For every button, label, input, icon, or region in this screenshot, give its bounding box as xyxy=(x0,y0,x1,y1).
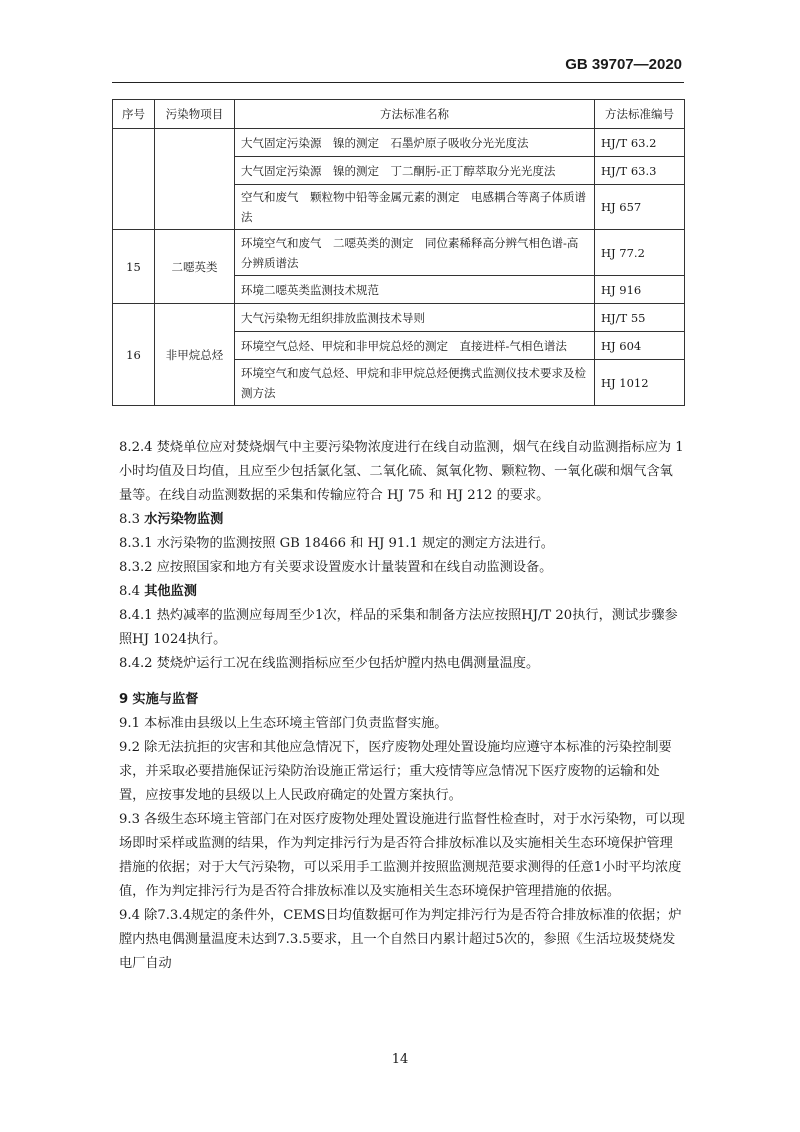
clause-8-3-2: 8.3.2 应按照国家和地方有关要求设置废水计量装置和在线自动监测设备。 xyxy=(119,560,553,575)
method-name-cell: 环境空气总烃、甲烷和非甲烷总烃的测定 直接进样-气相色谱法 xyxy=(235,332,595,360)
column-header: 方法标准名称 xyxy=(235,100,595,129)
method-code-cell: HJ 1012 xyxy=(595,360,685,406)
method-name-cell: 环境空气和废气总烃、甲烷和非甲烷总烃便携式监测仪技术要求及检测方法 xyxy=(235,360,595,406)
clause-9-2: 9.2 除无法抗拒的灾害和其他应急情况下，医疗废物处理处置设施均应遵守本标准的污染控制要求，并采取必要措施保证污染防治设施正常运行；重大疫情等应急情况下医疗废物的运输和处置，应按事发地的县级以上人民政府确定的处置方案执行。 xyxy=(119,740,672,803)
column-header: 方法标准编号 xyxy=(595,100,685,129)
method-code-cell: HJ 916 xyxy=(595,276,685,304)
method-name-cell: 大气污染物无组织排放监测技术导则 xyxy=(235,304,595,332)
page-number: 14 xyxy=(391,1052,409,1067)
method-code-cell: HJ/T 55 xyxy=(595,304,685,332)
column-header: 污染物项目 xyxy=(155,100,235,129)
pollutant-cell: 非甲烷总烃 xyxy=(155,304,235,406)
method-code-cell: HJ/T 63.3 xyxy=(595,157,685,185)
clause-8-3-1: 8.3.1 水污染物的监测按照 GB 18466 和 HJ 91.1 规定的测定方法进行。 xyxy=(119,536,554,551)
method-code-cell: HJ/T 63.2 xyxy=(595,129,685,157)
table-row xyxy=(113,230,685,276)
method-name-cell: 空气和废气 颗粒物中铅等金属元素的测定 电感耦合等离子体质谱法 xyxy=(235,185,595,230)
standard-code-header: GB 39707—2020 xyxy=(565,56,682,73)
pollutant-cell: 二噁英类 xyxy=(155,230,235,304)
section-number: 8.4 xyxy=(119,584,140,599)
section-title: 水污染物监测 xyxy=(144,512,224,527)
clause-8-2-4: 8.2.4 焚烧单位应对焚烧烟气中主要污染物浓度进行在线自动监测，烟气在线自动监测指标应为 1小时均值及日均值，且应至少包括氯化氢、二氧化硫、氮氧化物、颗粒物、一氧化碳和烟气含氧量等。在线自动监测数据的采集和传输应符合 HJ 75 和 HJ 212 的要求。 xyxy=(119,440,684,503)
method-name-cell: 环境空气和废气 二噁英类的测定 同位素稀释高分辨气相色谱-高分辨质谱法 xyxy=(235,230,595,276)
section-number: 8.3 xyxy=(119,512,140,527)
chapter-number: 9 xyxy=(119,692,129,707)
method-name-cell: 环境二噁英类监测技术规范 xyxy=(235,276,595,304)
clause-8-4-1: 8.4.1 热灼减率的监测应每周至少1次，样品的采集和制备方法应按照HJ/T 20执行，测试步骤参照HJ 1024执行。 xyxy=(119,608,678,647)
method-code-cell: HJ 657 xyxy=(595,185,685,230)
section-heading-8-3 xyxy=(119,508,685,532)
column-header: 序号 xyxy=(113,100,155,129)
table-row xyxy=(113,129,685,157)
method-name-cell: 大气固定污染源 镍的测定 丁二酮肟-正丁醇萃取分光光度法 xyxy=(235,157,595,185)
section-title: 其他监测 xyxy=(144,584,197,599)
row-number-cell: 16 xyxy=(113,304,155,406)
pollutant-cell xyxy=(155,129,235,230)
clause-9-3: 9.3 各级生态环境主管部门在对医疗废物处理处置设施进行监督性检查时，对于水污染物，可以现场即时采样或监测的结果，作为判定排污行为是否符合排放标准以及实施相关生态环境保护管理措施的依据；对于大气污染物，可以采用手工监测并按照监测规范要求测得的任意1小时平均浓度值，作为判定排污行为是否符合排放标准以及实施相关生态环境保护管理措施的依据。 xyxy=(119,812,685,899)
method-code-cell: HJ 77.2 xyxy=(595,230,685,276)
method-standards-table xyxy=(112,99,685,406)
section-heading-8-4 xyxy=(119,580,685,604)
chapter-title: 实施与监督 xyxy=(132,692,199,707)
header-rule xyxy=(112,82,684,83)
clause-9-4: 9.4 除7.3.4规定的条件外，CEMS日均值数据可作为判定排污行为是否符合排放标准的依据；炉膛内热电偶测量温度未达到7.3.5要求，且一个自然日内累计超过5次的，参照《生活垃圾焚烧发电厂自动 xyxy=(119,908,682,971)
clause-8-4-2: 8.4.2 焚烧炉运行工况在线监测指标应至少包括炉膛内热电偶测量温度。 xyxy=(119,656,540,671)
method-code-cell: HJ 604 xyxy=(595,332,685,360)
method-name-cell: 大气固定污染源 镍的测定 石墨炉原子吸收分光光度法 xyxy=(235,129,595,157)
table-row xyxy=(113,304,685,332)
chapter-heading-9 xyxy=(119,688,685,712)
document-body xyxy=(119,436,685,976)
row-number-cell xyxy=(113,129,155,230)
table-header-row xyxy=(113,100,685,129)
clause-9-1: 9.1 本标准由县级以上生态环境主管部门负责监督实施。 xyxy=(119,716,448,731)
row-number-cell: 15 xyxy=(113,230,155,304)
